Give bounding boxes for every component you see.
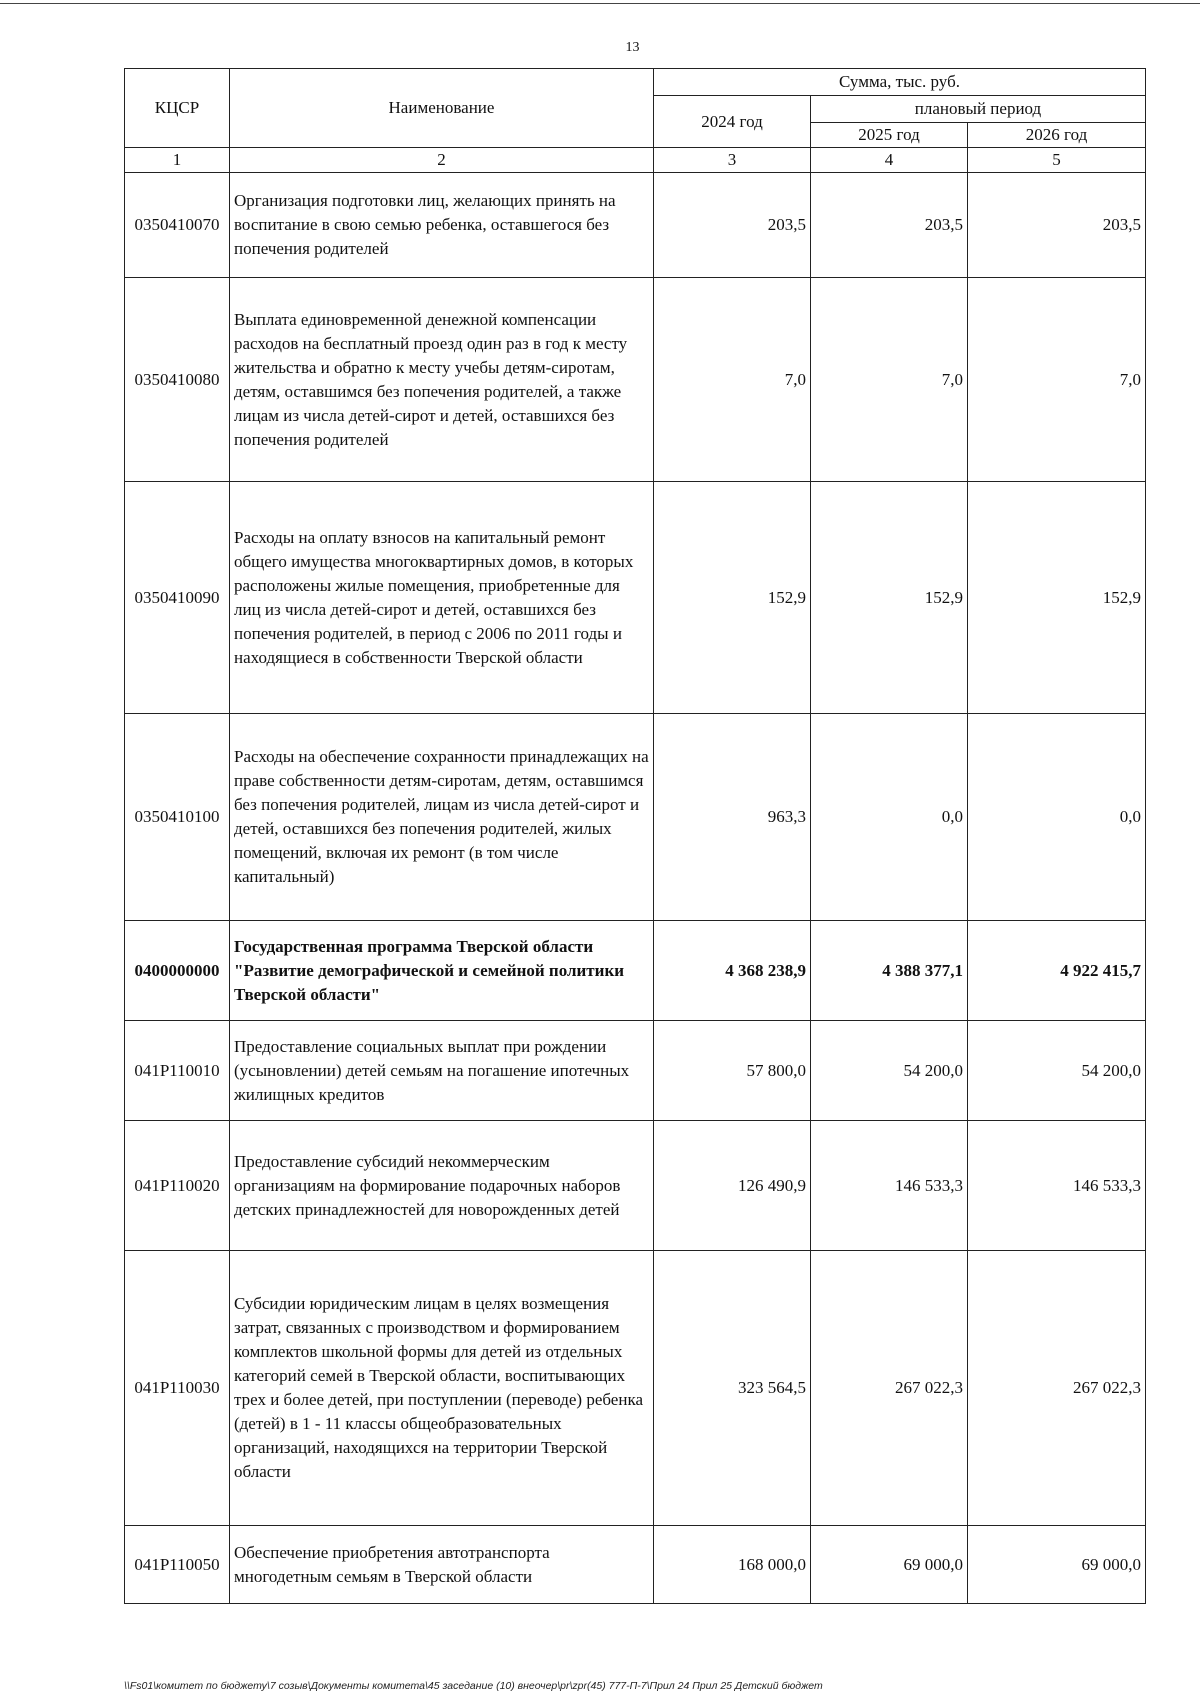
- row-value-2024: 963,3: [654, 714, 811, 921]
- header-2025: 2025 год: [811, 123, 968, 148]
- row-value-2024: 126 490,9: [654, 1121, 811, 1251]
- column-number: 3: [654, 148, 811, 173]
- header-row-1: [125, 69, 1146, 96]
- header-code: КЦСР: [125, 69, 230, 148]
- table-row: [125, 1021, 1146, 1121]
- row-code: 041P110050: [125, 1526, 230, 1604]
- footer-file-path: \\Fs01\комитет по бюджету\7 созыв\Документы комитета\45 заседание (10) внеочер\pr\zpr(45) 777-П-7\Прил 24 Прил 25 Детский бюджет: [124, 1680, 823, 1692]
- table-row: [125, 1526, 1146, 1604]
- row-code: 0350410100: [125, 714, 230, 921]
- row-name: Выплата единовременной денежной компенсации расходов на бесплатный проезд один раз в год к месту жительства и обратно к месту учебы детям-сиротам, детям, оставшимся без попечения родителей, а также лицам из числа детей-сирот и детей, оставшихся без попечения родителей: [230, 278, 654, 482]
- table-row: [125, 173, 1146, 278]
- row-name: Организация подготовки лиц, желающих принять на воспитание в свою семью ребенка, оставшегося без попечения родителей: [230, 173, 654, 278]
- header-sum: Сумма, тыс. руб.: [654, 69, 1146, 96]
- row-name: Расходы на обеспечение сохранности принадлежащих на праве собственности детям-сиротам, детям, оставшимся без попечения родителей, лицам из числа детей-сирот и детей, оставшихся без попечения родителей, жилых помещений, включая их ремонт (в том числе капитальный): [230, 714, 654, 921]
- page-number: 13: [625, 40, 640, 55]
- row-value-2024: 152,9: [654, 482, 811, 714]
- row-value-2024: 7,0: [654, 278, 811, 482]
- row-code: 041P110020: [125, 1121, 230, 1251]
- table-row: [125, 1251, 1146, 1526]
- column-number: 4: [811, 148, 968, 173]
- table-row: [125, 714, 1146, 921]
- row-value-2026: 0,0: [968, 714, 1146, 921]
- top-rule: [0, 3, 1200, 4]
- row-code: 041P110030: [125, 1251, 230, 1526]
- row-code: 041P110010: [125, 1021, 230, 1121]
- row-name: Расходы на оплату взносов на капитальный ремонт общего имущества многоквартирных домов, в которых расположены жилые помещения, приобретенные для лиц из числа детей-сирот и детей, оставшихся без попечения родителей, в период с 2006 по 2011 годы и находящиеся в собственности Тверской области: [230, 482, 654, 714]
- column-number: 5: [968, 148, 1146, 173]
- row-value-2025: 0,0: [811, 714, 968, 921]
- row-code: 0350410080: [125, 278, 230, 482]
- row-value-2024: 203,5: [654, 173, 811, 278]
- row-name: Субсидии юридическим лицам в целях возмещения затрат, связанных с производством и формированием комплектов школьной формы для детей из отдельных категорий семей в Тверской области, воспитывающих трех и более детей, при поступлении (переводе) ребенка (детей) в 1 - 11 классы общеобразовательных организаций, находящихся на территории Тверской области: [230, 1251, 654, 1526]
- row-value-2025: 203,5: [811, 173, 968, 278]
- row-value-2025: 146 533,3: [811, 1121, 968, 1251]
- row-code: 0400000000: [125, 921, 230, 1021]
- row-value-2026: 203,5: [968, 173, 1146, 278]
- row-value-2026: 146 533,3: [968, 1121, 1146, 1251]
- header-plan-period: плановый период: [811, 96, 1146, 123]
- header-2026: 2026 год: [968, 123, 1146, 148]
- row-value-2026: 267 022,3: [968, 1251, 1146, 1526]
- row-value-2026: 54 200,0: [968, 1021, 1146, 1121]
- row-value-2025: 152,9: [811, 482, 968, 714]
- row-value-2025: 4 388 377,1: [811, 921, 968, 1021]
- column-number: 1: [125, 148, 230, 173]
- row-value-2026: 7,0: [968, 278, 1146, 482]
- row-value-2025: 267 022,3: [811, 1251, 968, 1526]
- row-value-2025: 69 000,0: [811, 1526, 968, 1604]
- column-number: 2: [230, 148, 654, 173]
- row-value-2024: 4 368 238,9: [654, 921, 811, 1021]
- table-row-program: [125, 921, 1146, 1021]
- row-value-2024: 57 800,0: [654, 1021, 811, 1121]
- table-row: [125, 482, 1146, 714]
- row-name: Государственная программа Тверской области "Развитие демографической и семейной политики Тверской области": [230, 921, 654, 1021]
- row-value-2026: 4 922 415,7: [968, 921, 1146, 1021]
- row-value-2025: 54 200,0: [811, 1021, 968, 1121]
- row-name: Предоставление социальных выплат при рождении (усыновлении) детей семьям на погашение ипотечных жилищных кредитов: [230, 1021, 654, 1121]
- row-code: 0350410090: [125, 482, 230, 714]
- row-code: 0350410070: [125, 173, 230, 278]
- row-value-2026: 152,9: [968, 482, 1146, 714]
- row-value-2024: 323 564,5: [654, 1251, 811, 1526]
- header-2024: 2024 год: [654, 96, 811, 148]
- row-value-2024: 168 000,0: [654, 1526, 811, 1604]
- row-name: Обеспечение приобретения автотранспорта многодетным семьям в Тверской области: [230, 1526, 654, 1604]
- row-name: Предоставление субсидий некоммерческим организациям на формирование подарочных наборов детских принадлежностей для новорожденных детей: [230, 1121, 654, 1251]
- table-row: [125, 1121, 1146, 1251]
- table-row: [125, 278, 1146, 482]
- column-number-row: [125, 148, 1146, 173]
- row-value-2026: 69 000,0: [968, 1526, 1146, 1604]
- header-name: Наименование: [230, 69, 654, 148]
- row-value-2025: 7,0: [811, 278, 968, 482]
- budget-table: [124, 68, 1146, 1604]
